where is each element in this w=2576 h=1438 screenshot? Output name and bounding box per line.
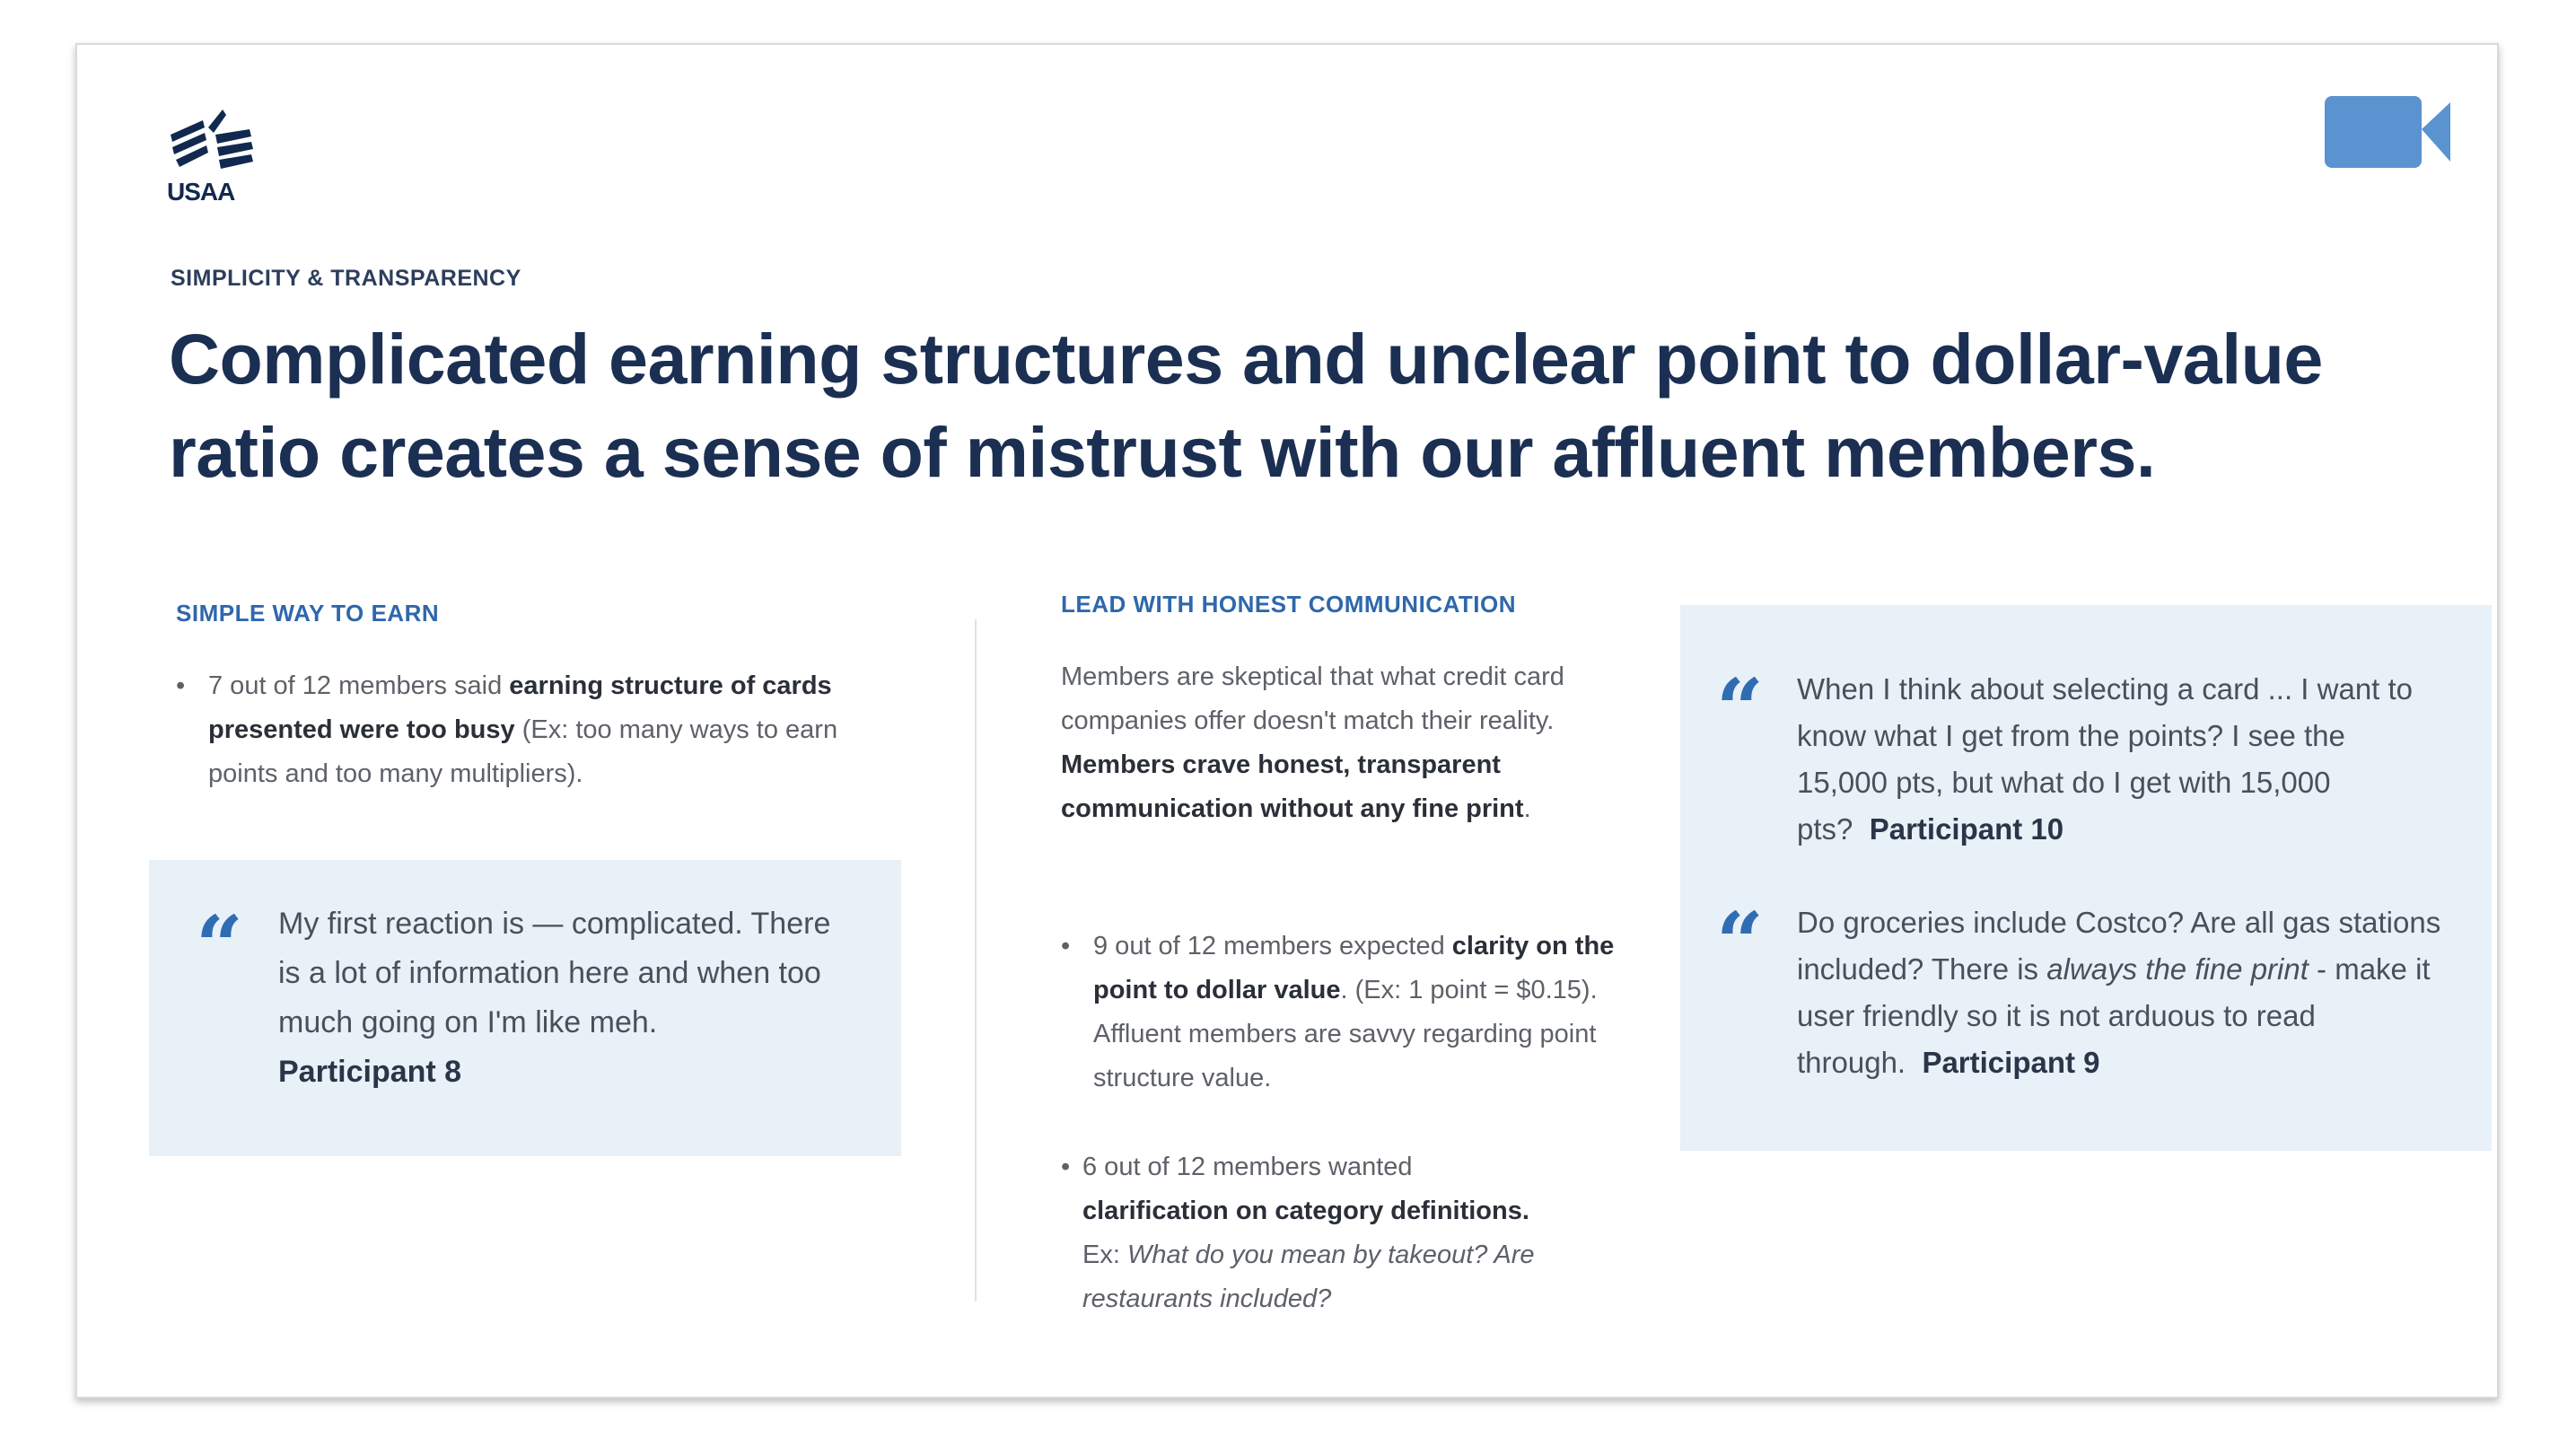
slide bbox=[75, 43, 2499, 1399]
video-camera-icon[interactable] bbox=[2325, 92, 2459, 172]
intro-paragraph: Members are skeptical that what credit card companies offer doesn't match their reality. Members crave honest, transparent communication without any fine print. bbox=[1061, 662, 1564, 823]
quote-card-column-3 bbox=[1680, 605, 2492, 1151]
usaa-logo bbox=[167, 108, 266, 215]
bullet-text: 9 out of 12 members expected clarity on the point to dollar value. (Ex: 1 point = $0.15). Affluent members are savvy regarding point structure value. bbox=[1093, 932, 1615, 1092]
quote-participant-10: When I think about selecting a card ... I want to know what I get from the points? I see the 15,000 pts, but what do I get with 15,000 pts? Participant 10 bbox=[1797, 672, 2414, 846]
page-title: Complicated earning structures and unclear point to dollar-value ratio creates a sense of mistrust with our affluent members. bbox=[169, 319, 2323, 492]
quote-card-participant-8 bbox=[149, 860, 901, 1156]
bullet-text: 7 out of 12 members said earning structure of cards presented were too busy (Ex: too many ways to earn points and too many multipliers). bbox=[208, 671, 838, 788]
section-title-honest-communication: LEAD WITH HONEST COMMUNICATION bbox=[1061, 591, 1517, 618]
logo-text: USAA bbox=[167, 178, 235, 206]
bullet-category-definitions bbox=[1061, 1145, 1617, 1321]
quote-mark-icon: “ bbox=[1716, 661, 1764, 758]
quote-mark-icon: “ bbox=[196, 898, 243, 995]
column-divider bbox=[975, 619, 977, 1302]
bullet-text: 6 out of 12 members wanted clarification on category definitions. Ex: What do you mean by takeout? Are restaurants included? bbox=[1082, 1153, 1535, 1313]
quote-participant-9: Do groceries include Costco? Are all gas stations included? There is always the fine print - make it user friendly so it is not arduous to read through. Participant 9 bbox=[1797, 906, 2441, 1079]
quote-mark-icon: “ bbox=[1716, 894, 1764, 991]
eyebrow-label: SIMPLICITY & TRANSPARENCY bbox=[171, 266, 521, 291]
bullet-dot: • bbox=[176, 671, 186, 700]
bullet-dot: • bbox=[1061, 1153, 1071, 1181]
bullet-dot: • bbox=[1061, 932, 1071, 960]
usaa-eagle-icon bbox=[167, 108, 257, 172]
section-title-simple-way: SIMPLE WAY TO EARN bbox=[176, 600, 440, 627]
quote-text: My first reaction is — complicated. There is a lot of information here and when too much going on I'm like meh. Participant 8 bbox=[278, 907, 831, 1089]
bullet-earning-structure bbox=[176, 664, 894, 796]
bullet-clarity bbox=[1061, 925, 1617, 1100]
